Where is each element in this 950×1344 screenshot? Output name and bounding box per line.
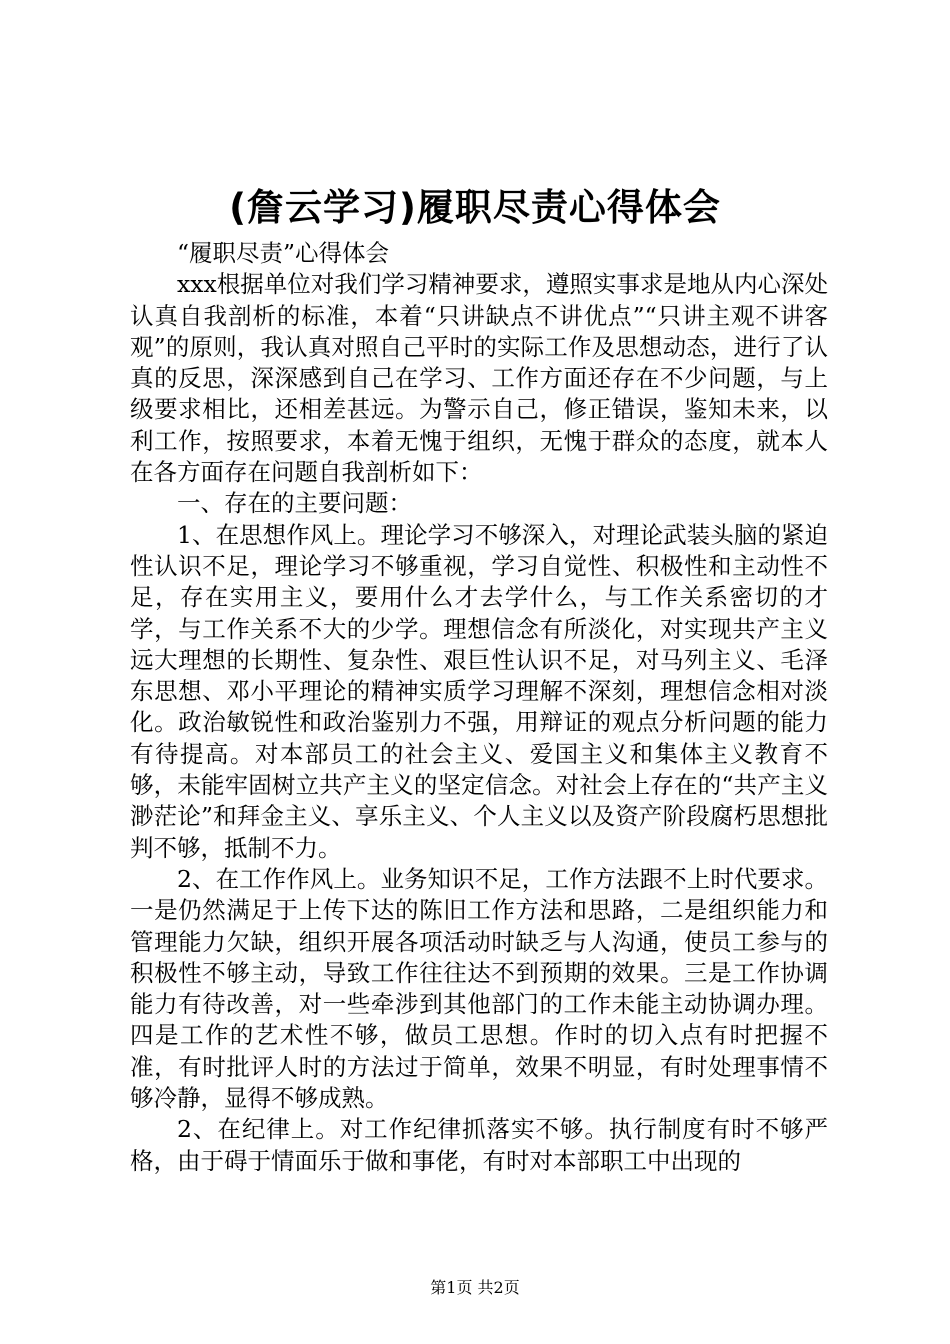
paragraph-work-style: 2、在工作作风上。业务知识不足，工作方法跟不上时代要求。一是仍然满足于上传下达的陈旧工作方法和思路，二是组织能力和管理能力欠缺，组织开展各项活动时缺乏与人沟通，使员工参与的积极性不够主动，导致工作往往达不到预期的效果。三是工作协调能力有待改善，对一些牵涉到其他部门的工作未能主动协调办理。四是工作的艺术性不够，做员工思想。作时的切入点有时把握不准，有时批评人时的方法过于简单，效果不明显，有时处理事情不够冷静，显得不够成熟。 bbox=[130, 864, 828, 1113]
page-footer: 第1页 共2页 bbox=[430, 1278, 520, 1297]
paragraph-intro: xxx根据单位对我们学习精神要求，遵照实事求是地从内心深处认真自我剖析的标准，本着“只讲缺点不讲优点”“只讲主观不讲客观”的原则，我认真对照自己平时的实际工作及思想动态，进行了认真的反思，深深感到自己在学习、工作方面还存在不少问题，与上级要求相比，还相差甚远。为警示自己，修正错误，鉴知未来，以利工作，按照要求，本着无愧于组织，无愧于群众的态度，就本人在各方面存在问题自我剖析如下： bbox=[130, 270, 828, 487]
paragraph-subtitle: “履职尽责”心得体会 bbox=[177, 239, 390, 267]
paragraph-section-heading: 一、存在的主要问题： bbox=[177, 489, 412, 518]
paragraph-discipline: 2、在纪律上。对工作纪律抓落实不够。执行制度有时不够严格，由于碍于情面乐于做和事佬，有时对本部职工中出现的 bbox=[130, 1115, 828, 1175]
document-title: (詹云学习)履职尽责心得体会 bbox=[229, 186, 721, 229]
paragraph-ideology: 1、在思想作风上。理论学习不够深入，对理论武装头脑的紧迫性认识不足，理论学习不够重视，学习自觉性、积极性和主动性不足，存在实用主义，要用什么才去学什么，与工作关系密切的才学，与工作关系不大的少学。理想信念有所淡化，对实现共产主义远大理想的长期性、复杂性、艰巨性认识不足，对马列主义、毛泽东思想、邓小平理论的精神实质学习理解不深刻，理想信念相对淡化。政治敏锐性和政治鉴别力不强，用辩证的观点分析问题的能力有待提高。对本部员工的社会主义、爱国主义和集体主义教育不够，未能牢固树立共产主义的坚定信念。对社会上存在的“共产主义渺茫论”和拜金主义、享乐主义、个人主义以及资产阶段腐朽思想批判不够，抵制不力。 bbox=[130, 520, 828, 862]
document-body bbox=[130, 238, 828, 1177]
